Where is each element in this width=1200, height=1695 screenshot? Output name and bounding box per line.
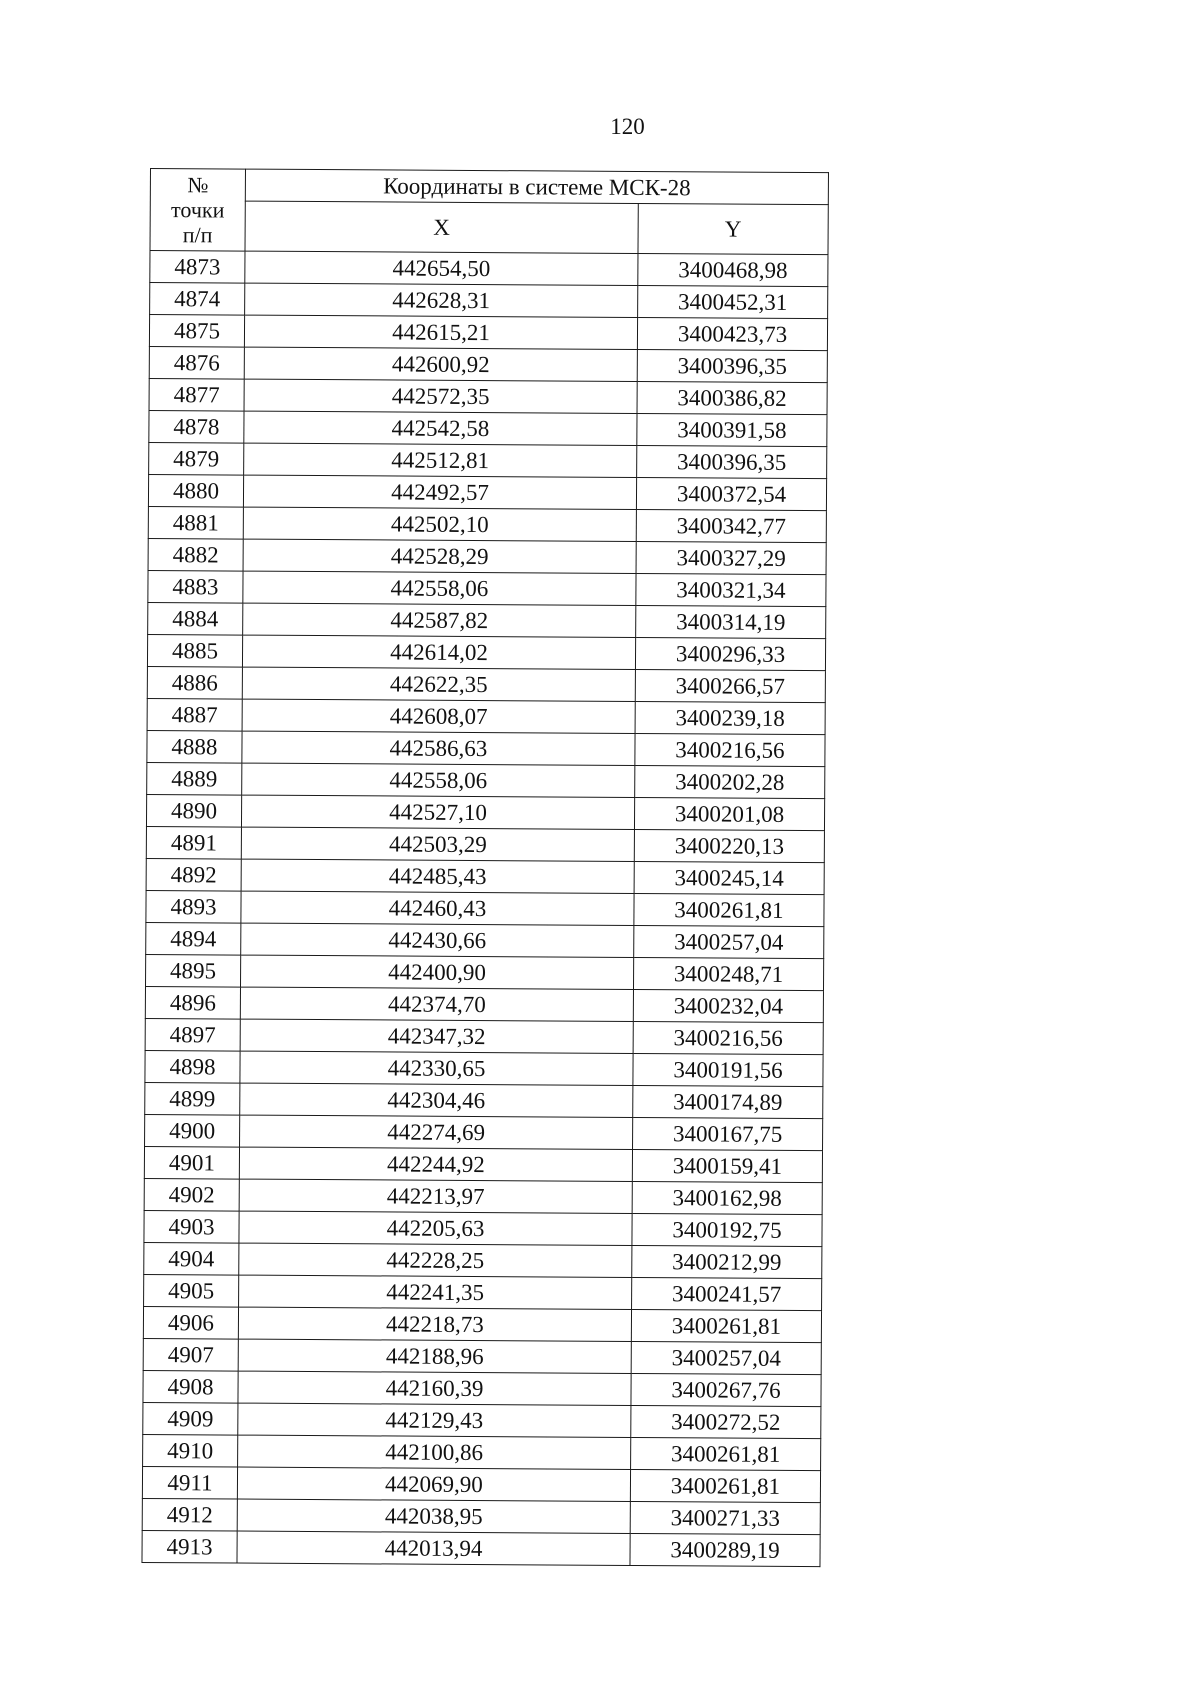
- x-coordinate-cell: 442188,96: [238, 1339, 631, 1373]
- x-column-header: X: [245, 201, 638, 253]
- y-coordinate-cell: 3400321,34: [636, 573, 826, 606]
- x-coordinate-cell: 442586,63: [242, 731, 635, 765]
- table-row: [147, 666, 825, 702]
- table-row: [148, 538, 826, 574]
- x-coordinate-cell: 442654,50: [245, 251, 638, 285]
- y-coordinate-cell: 3400327,29: [636, 541, 826, 574]
- y-coordinate-cell: 3400216,56: [635, 733, 825, 766]
- y-coordinate-cell: 3400396,35: [637, 445, 827, 478]
- y-coordinate-cell: 3400423,73: [637, 317, 827, 350]
- table-row: [145, 1082, 823, 1118]
- y-coordinate-cell: 3400216,56: [633, 1021, 823, 1054]
- point-number-cell: 4891: [146, 826, 241, 859]
- point-number-cell: 4899: [145, 1082, 240, 1115]
- y-coordinate-cell: 3400396,35: [637, 349, 827, 382]
- point-number-cell: 4880: [148, 474, 243, 507]
- y-coordinate-cell: 3400261,81: [631, 1437, 821, 1470]
- y-coordinate-cell: 3400257,04: [634, 925, 824, 958]
- point-number-cell: 4885: [147, 634, 242, 667]
- point-number-cell: 4897: [145, 1018, 240, 1051]
- point-number-cell: 4875: [149, 315, 244, 348]
- table-row: [145, 986, 823, 1022]
- y-coordinate-cell: 3400468,98: [638, 253, 828, 286]
- table-row: [148, 570, 826, 606]
- x-coordinate-cell: 442502,10: [243, 507, 636, 541]
- table-row: [143, 1370, 821, 1406]
- point-number-cell: 4912: [142, 1498, 237, 1531]
- point-number-cell: 4888: [147, 730, 242, 763]
- coordinates-table: [141, 168, 829, 1567]
- table-row: [148, 506, 826, 542]
- y-coordinate-cell: 3400314,19: [636, 605, 826, 638]
- table-row: [146, 794, 824, 830]
- x-coordinate-cell: 442241,35: [239, 1275, 632, 1309]
- x-coordinate-cell: 442430,66: [241, 923, 634, 957]
- point-number-cell: 4876: [149, 346, 244, 379]
- table-row: [142, 1498, 820, 1534]
- table-row: [143, 1306, 821, 1342]
- y-coordinate-cell: 3400257,04: [631, 1341, 821, 1374]
- point-number-cell: 4892: [146, 858, 241, 891]
- table-row: [146, 922, 824, 958]
- point-number-cell: 4907: [143, 1338, 238, 1371]
- table-row: [149, 315, 827, 351]
- y-coordinate-cell: 3400261,81: [630, 1469, 820, 1502]
- point-number-cell: 4886: [147, 666, 242, 699]
- y-coordinate-cell: 3400267,76: [631, 1373, 821, 1406]
- x-coordinate-cell: 442528,29: [243, 539, 636, 573]
- y-coordinate-cell: 3400167,75: [633, 1117, 823, 1150]
- table-row: [147, 698, 825, 734]
- x-coordinate-cell: 442400,90: [240, 955, 633, 989]
- x-coordinate-cell: 442527,10: [241, 795, 634, 829]
- point-number-cell: 4901: [144, 1146, 239, 1179]
- point-number-cell: 4881: [148, 506, 243, 539]
- point-number-cell: 4909: [143, 1402, 238, 1435]
- x-coordinate-cell: 442100,86: [238, 1435, 631, 1469]
- point-number-header-line: п/п: [182, 222, 213, 248]
- point-number-cell: 4884: [148, 602, 243, 635]
- x-coordinate-cell: 442628,31: [245, 283, 638, 317]
- page-number: 120: [610, 114, 645, 139]
- x-coordinate-cell: 442038,95: [237, 1499, 630, 1533]
- x-coordinate-cell: 442542,58: [244, 411, 637, 445]
- y-coordinate-cell: 3400289,19: [630, 1533, 820, 1566]
- table-row: [146, 858, 824, 894]
- point-number-cell: 4887: [147, 698, 242, 731]
- x-coordinate-cell: 442608,07: [242, 699, 635, 733]
- y-coordinate-cell: 3400241,57: [632, 1277, 822, 1310]
- y-coordinate-cell: 3400245,14: [634, 861, 824, 894]
- y-coordinate-cell: 3400201,08: [634, 797, 824, 830]
- table-row: [150, 283, 828, 319]
- x-coordinate-cell: 442615,21: [244, 315, 637, 349]
- y-coordinate-cell: 3400248,71: [633, 957, 823, 990]
- point-number-cell: 4896: [145, 986, 240, 1019]
- table-row: [142, 1466, 820, 1502]
- table-row: [143, 1338, 821, 1374]
- point-number-cell: 4883: [148, 570, 243, 603]
- point-number-header-line: точки: [171, 197, 225, 223]
- y-coordinate-cell: 3400272,52: [631, 1405, 821, 1438]
- table-row: [142, 1530, 820, 1566]
- x-coordinate-cell: 442347,32: [240, 1019, 633, 1053]
- x-coordinate-cell: 442218,73: [238, 1307, 631, 1341]
- x-coordinate-cell: 442013,94: [237, 1531, 630, 1565]
- x-coordinate-cell: 442600,92: [244, 347, 637, 381]
- y-coordinate-cell: 3400372,54: [636, 477, 826, 510]
- point-number-cell: 4910: [143, 1434, 238, 1467]
- table-row: [147, 762, 825, 798]
- point-number-cell: 4877: [149, 378, 244, 411]
- table-row: [147, 730, 825, 766]
- table-row: [149, 410, 827, 446]
- table-row: [144, 1178, 822, 1214]
- x-coordinate-cell: 442129,43: [238, 1403, 631, 1437]
- x-coordinate-cell: 442587,82: [243, 603, 636, 637]
- x-coordinate-cell: 442492,57: [243, 475, 636, 509]
- point-number-header: [150, 169, 245, 252]
- x-coordinate-cell: 442205,63: [239, 1211, 632, 1245]
- point-number-cell: 4903: [144, 1210, 239, 1243]
- point-number-cell: 4879: [149, 442, 244, 475]
- table-row: [145, 1018, 823, 1054]
- x-coordinate-cell: 442460,43: [241, 891, 634, 925]
- table-row: [145, 1050, 823, 1086]
- y-coordinate-cell: 3400232,04: [633, 989, 823, 1022]
- point-number-cell: 4906: [143, 1306, 238, 1339]
- point-number-cell: 4895: [146, 954, 241, 987]
- point-number-cell: 4894: [146, 922, 241, 955]
- table-row: [143, 1402, 821, 1438]
- x-coordinate-cell: 442374,70: [240, 987, 633, 1021]
- table-row: [145, 1114, 823, 1150]
- x-coordinate-cell: 442160,39: [238, 1371, 631, 1405]
- point-number-cell: 4873: [150, 251, 245, 284]
- x-coordinate-cell: 442503,29: [241, 827, 634, 861]
- point-number-cell: 4882: [148, 538, 243, 571]
- y-coordinate-cell: 3400271,33: [630, 1501, 820, 1534]
- x-coordinate-cell: 442330,65: [240, 1051, 633, 1085]
- x-coordinate-cell: 442228,25: [239, 1243, 632, 1277]
- y-coordinate-cell: 3400220,13: [634, 829, 824, 862]
- point-number-cell: 4905: [144, 1274, 239, 1307]
- x-coordinate-cell: 442622,35: [242, 667, 635, 701]
- x-coordinate-cell: 442614,02: [242, 635, 635, 669]
- y-coordinate-cell: 3400202,28: [635, 765, 825, 798]
- point-number-cell: 4889: [147, 762, 242, 795]
- point-number-cell: 4911: [142, 1466, 237, 1499]
- x-coordinate-cell: 442213,97: [239, 1179, 632, 1213]
- point-number-cell: 4908: [143, 1370, 238, 1403]
- table-row: [149, 346, 827, 382]
- point-number-cell: 4893: [146, 890, 241, 923]
- point-number-cell: 4898: [145, 1050, 240, 1083]
- y-coordinate-cell: 3400261,81: [631, 1309, 821, 1342]
- y-coordinate-cell: 3400266,57: [635, 669, 825, 702]
- table-row: [149, 378, 827, 414]
- y-coordinate-cell: 3400212,99: [632, 1245, 822, 1278]
- table-row: [144, 1242, 822, 1278]
- coordinate-system-header: Координаты в системе МСК-28: [245, 169, 828, 205]
- x-coordinate-cell: 442244,92: [239, 1147, 632, 1181]
- table-row: [149, 442, 827, 478]
- point-number-cell: 4900: [145, 1114, 240, 1147]
- y-coordinate-cell: 3400239,18: [635, 701, 825, 734]
- point-number-cell: 4890: [146, 794, 241, 827]
- y-coordinate-cell: 3400162,98: [632, 1181, 822, 1214]
- y-coordinate-cell: 3400391,58: [637, 413, 827, 446]
- x-coordinate-cell: 442304,46: [240, 1083, 633, 1117]
- x-coordinate-cell: 442069,90: [237, 1467, 630, 1501]
- x-coordinate-cell: 442485,43: [241, 859, 634, 893]
- y-coordinate-cell: 3400296,33: [635, 637, 825, 670]
- point-number-cell: 4902: [144, 1178, 239, 1211]
- y-coordinate-cell: 3400159,41: [632, 1149, 822, 1182]
- point-number-cell: 4878: [149, 410, 244, 443]
- table-row: [147, 634, 825, 670]
- table-row: [143, 1434, 821, 1470]
- point-number-header-line: №: [187, 172, 209, 198]
- table-body: [142, 251, 828, 1567]
- y-coordinate-cell: 3400342,77: [636, 509, 826, 542]
- y-column-header: Y: [638, 203, 828, 254]
- x-coordinate-cell: 442558,06: [242, 763, 635, 797]
- x-coordinate-cell: 442572,35: [244, 379, 637, 413]
- y-coordinate-cell: 3400261,81: [634, 893, 824, 926]
- table-row: [148, 474, 826, 510]
- table-row: [146, 954, 824, 990]
- y-coordinate-cell: 3400386,82: [637, 381, 827, 414]
- point-number-cell: 4904: [144, 1242, 239, 1275]
- table-row: [144, 1146, 822, 1182]
- y-coordinate-cell: 3400174,89: [633, 1085, 823, 1118]
- table-row: [150, 251, 828, 287]
- table-row: [144, 1210, 822, 1246]
- table-row: [146, 890, 824, 926]
- x-coordinate-cell: 442512,81: [244, 443, 637, 477]
- point-number-cell: 4874: [150, 283, 245, 316]
- x-coordinate-cell: 442558,06: [243, 571, 636, 605]
- x-coordinate-cell: 442274,69: [240, 1115, 633, 1149]
- point-number-cell: 4913: [142, 1530, 237, 1563]
- table-row: [146, 826, 824, 862]
- y-coordinate-cell: 3400452,31: [638, 285, 828, 318]
- table-row: [148, 602, 826, 638]
- table-row: [144, 1274, 822, 1310]
- y-coordinate-cell: 3400192,75: [632, 1213, 822, 1246]
- y-coordinate-cell: 3400191,56: [633, 1053, 823, 1086]
